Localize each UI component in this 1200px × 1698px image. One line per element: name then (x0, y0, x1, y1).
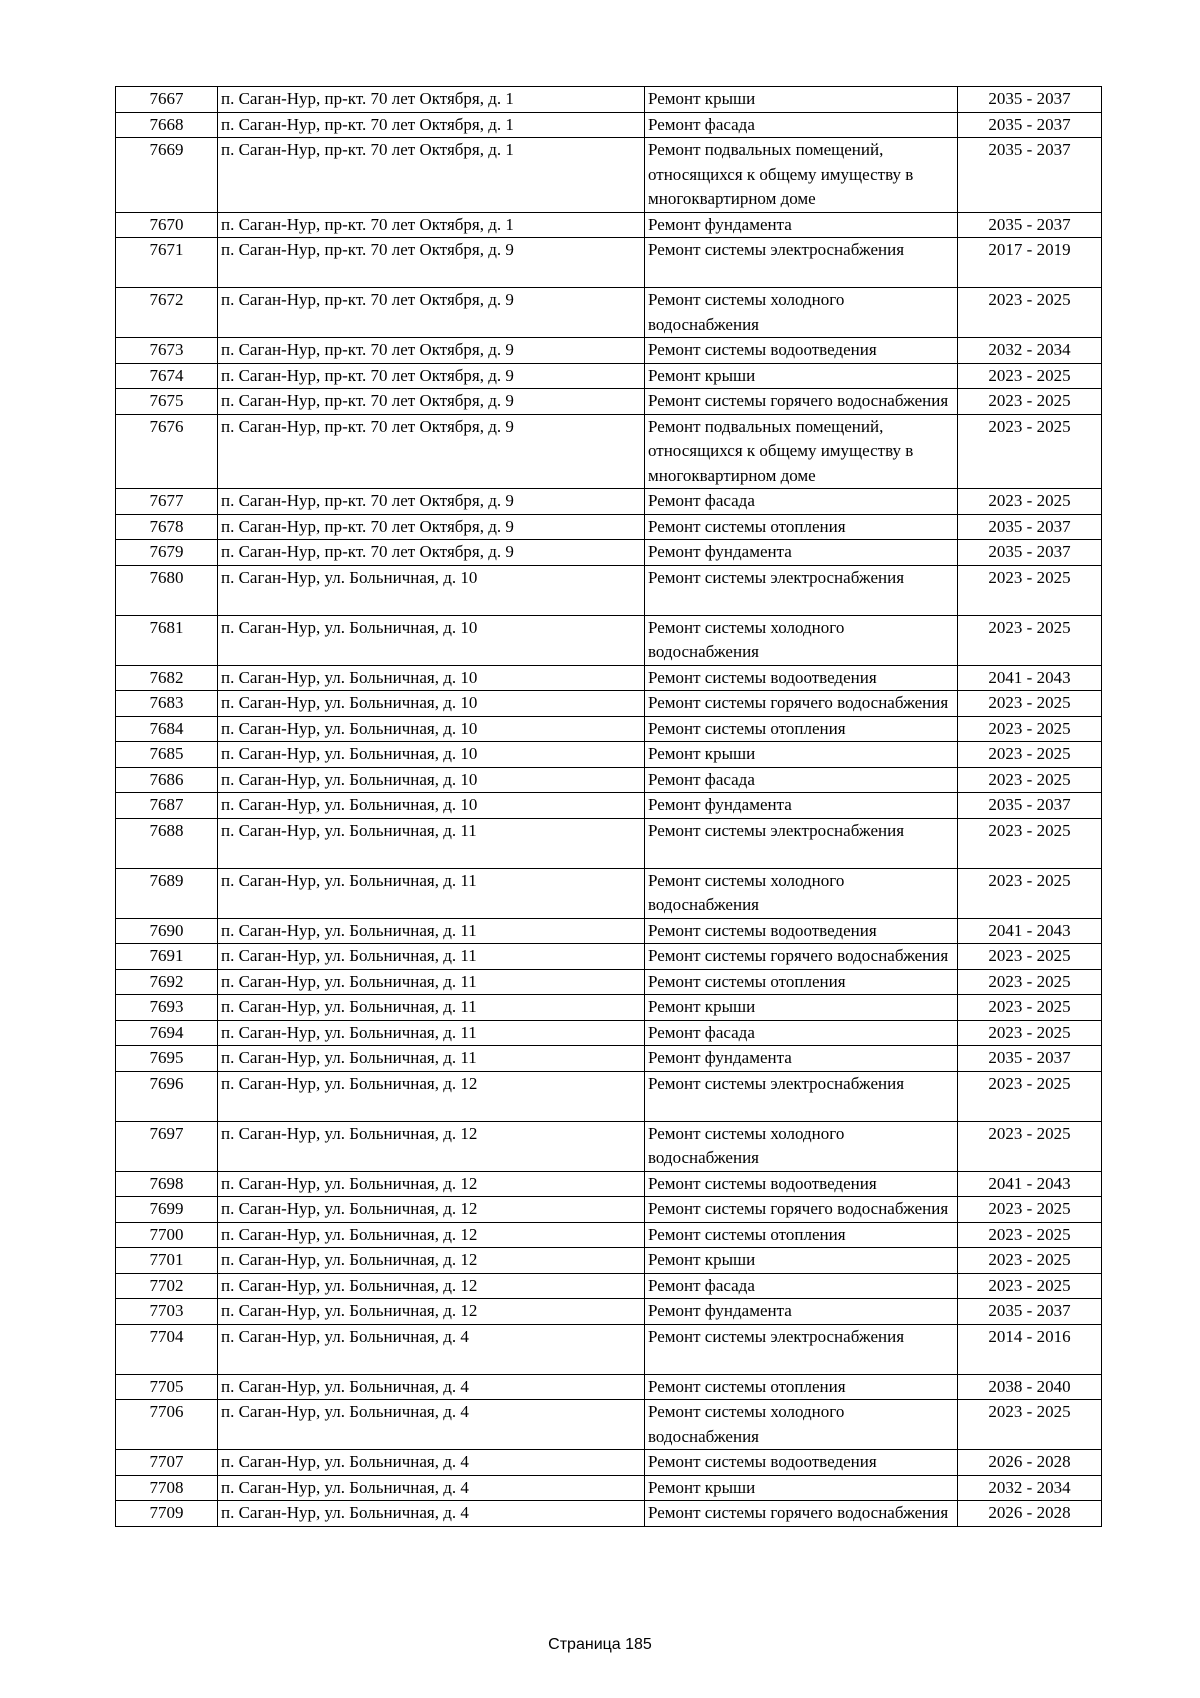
work-type-cell: Ремонт системы горячего водоснабжения (645, 944, 958, 970)
work-type-cell: Ремонт фасада (645, 1273, 958, 1299)
period-cell: 2023 - 2025 (958, 716, 1102, 742)
table-row (116, 1450, 1102, 1476)
table-row (116, 565, 1102, 615)
row-number-cell: 7667 (116, 87, 218, 113)
table-row (116, 1299, 1102, 1325)
row-number-cell: 7670 (116, 212, 218, 238)
table-row (116, 1248, 1102, 1274)
page-number: Страница 185 (548, 1636, 652, 1653)
row-number-cell: 7686 (116, 767, 218, 793)
work-type-cell: Ремонт системы водоотведения (645, 1171, 958, 1197)
period-cell: 2023 - 2025 (958, 767, 1102, 793)
work-type-cell: Ремонт фасада (645, 767, 958, 793)
table-row (116, 238, 1102, 288)
work-type-cell: Ремонт системы водоотведения (645, 918, 958, 944)
table-row (116, 691, 1102, 717)
row-number-cell: 7675 (116, 389, 218, 415)
work-type-cell: Ремонт системы электроснабжения (645, 1324, 958, 1374)
period-cell: 2035 - 2037 (958, 112, 1102, 138)
work-type-cell: Ремонт фасада (645, 489, 958, 515)
address-cell: п. Саган-Нур, ул. Больничная, д. 10 (218, 615, 645, 665)
row-number-cell: 7683 (116, 691, 218, 717)
period-cell: 2023 - 2025 (958, 944, 1102, 970)
row-number-cell: 7687 (116, 793, 218, 819)
row-number-cell: 7698 (116, 1171, 218, 1197)
table-row (116, 1475, 1102, 1501)
period-cell: 2014 - 2016 (958, 1324, 1102, 1374)
table-row (116, 1501, 1102, 1527)
address-cell: п. Саган-Нур, пр-кт. 70 лет Октября, д. 1 (218, 212, 645, 238)
table-row (116, 716, 1102, 742)
row-number-cell: 7706 (116, 1400, 218, 1450)
period-cell: 2035 - 2037 (958, 1299, 1102, 1325)
period-cell: 2023 - 2025 (958, 389, 1102, 415)
row-number-cell: 7682 (116, 665, 218, 691)
period-cell: 2035 - 2037 (958, 212, 1102, 238)
row-number-cell: 7707 (116, 1450, 218, 1476)
period-cell: 2023 - 2025 (958, 818, 1102, 868)
row-number-cell: 7681 (116, 615, 218, 665)
work-type-cell: Ремонт системы отопления (645, 1374, 958, 1400)
address-cell: п. Саган-Нур, ул. Больничная, д. 4 (218, 1501, 645, 1527)
period-cell: 2035 - 2037 (958, 514, 1102, 540)
address-cell: п. Саган-Нур, пр-кт. 70 лет Октября, д. 9 (218, 540, 645, 566)
period-cell: 2035 - 2037 (958, 138, 1102, 213)
work-type-cell: Ремонт фундамента (645, 540, 958, 566)
period-cell: 2023 - 2025 (958, 288, 1102, 338)
row-number-cell: 7702 (116, 1273, 218, 1299)
row-number-cell: 7680 (116, 565, 218, 615)
work-type-cell: Ремонт системы холодного водоснабжения (645, 1121, 958, 1171)
table-row (116, 793, 1102, 819)
period-cell: 2035 - 2037 (958, 1046, 1102, 1072)
table-row (116, 1197, 1102, 1223)
row-number-cell: 7685 (116, 742, 218, 768)
work-type-cell: Ремонт системы электроснабжения (645, 238, 958, 288)
period-cell: 2023 - 2025 (958, 1222, 1102, 1248)
table-row (116, 1273, 1102, 1299)
period-cell: 2023 - 2025 (958, 1248, 1102, 1274)
table-row (116, 1171, 1102, 1197)
address-cell: п. Саган-Нур, ул. Больничная, д. 12 (218, 1222, 645, 1248)
table-row (116, 389, 1102, 415)
address-cell: п. Саган-Нур, ул. Больничная, д. 4 (218, 1400, 645, 1450)
period-cell: 2023 - 2025 (958, 615, 1102, 665)
period-cell: 2023 - 2025 (958, 969, 1102, 995)
table-row (116, 1400, 1102, 1450)
work-type-cell: Ремонт фундамента (645, 1299, 958, 1325)
table-row (116, 489, 1102, 515)
address-cell: п. Саган-Нур, пр-кт. 70 лет Октября, д. 9 (218, 489, 645, 515)
row-number-cell: 7688 (116, 818, 218, 868)
table-row (116, 818, 1102, 868)
work-type-cell: Ремонт системы электроснабжения (645, 818, 958, 868)
period-cell: 2038 - 2040 (958, 1374, 1102, 1400)
period-cell: 2032 - 2034 (958, 1475, 1102, 1501)
table-body (116, 87, 1102, 1527)
table-row (116, 1222, 1102, 1248)
period-cell: 2026 - 2028 (958, 1450, 1102, 1476)
work-type-cell: Ремонт фасада (645, 112, 958, 138)
address-cell: п. Саган-Нур, ул. Больничная, д. 10 (218, 767, 645, 793)
row-number-cell: 7695 (116, 1046, 218, 1072)
work-type-cell: Ремонт фасада (645, 1020, 958, 1046)
table-row (116, 112, 1102, 138)
table-row (116, 288, 1102, 338)
work-type-cell: Ремонт системы горячего водоснабжения (645, 389, 958, 415)
row-number-cell: 7705 (116, 1374, 218, 1400)
address-cell: п. Саган-Нур, ул. Больничная, д. 4 (218, 1475, 645, 1501)
period-cell: 2023 - 2025 (958, 363, 1102, 389)
table-row (116, 514, 1102, 540)
work-type-cell: Ремонт системы отопления (645, 1222, 958, 1248)
address-cell: п. Саган-Нур, ул. Больничная, д. 11 (218, 969, 645, 995)
row-number-cell: 7669 (116, 138, 218, 213)
work-type-cell: Ремонт системы водоотведения (645, 1450, 958, 1476)
address-cell: п. Саган-Нур, ул. Больничная, д. 11 (218, 995, 645, 1021)
address-cell: п. Саган-Нур, ул. Больничная, д. 10 (218, 716, 645, 742)
period-cell: 2035 - 2037 (958, 87, 1102, 113)
work-type-cell: Ремонт системы холодного водоснабжения (645, 1400, 958, 1450)
period-cell: 2023 - 2025 (958, 1273, 1102, 1299)
address-cell: п. Саган-Нур, ул. Больничная, д. 4 (218, 1450, 645, 1476)
work-type-cell: Ремонт системы холодного водоснабжения (645, 615, 958, 665)
work-type-cell: Ремонт системы горячего водоснабжения (645, 1501, 958, 1527)
row-number-cell: 7671 (116, 238, 218, 288)
address-cell: п. Саган-Нур, ул. Больничная, д. 11 (218, 1020, 645, 1046)
work-type-cell: Ремонт фундамента (645, 793, 958, 819)
row-number-cell: 7677 (116, 489, 218, 515)
period-cell: 2035 - 2037 (958, 793, 1102, 819)
work-type-cell: Ремонт крыши (645, 87, 958, 113)
row-number-cell: 7700 (116, 1222, 218, 1248)
table-row (116, 414, 1102, 489)
table-row (116, 995, 1102, 1021)
table-row (116, 338, 1102, 364)
address-cell: п. Саган-Нур, пр-кт. 70 лет Октября, д. 1 (218, 138, 645, 213)
period-cell: 2041 - 2043 (958, 918, 1102, 944)
table-row (116, 944, 1102, 970)
table-row (116, 742, 1102, 768)
address-cell: п. Саган-Нур, ул. Больничная, д. 12 (218, 1197, 645, 1223)
row-number-cell: 7674 (116, 363, 218, 389)
address-cell: п. Саган-Нур, ул. Больничная, д. 11 (218, 818, 645, 868)
period-cell: 2023 - 2025 (958, 1020, 1102, 1046)
table-row (116, 1121, 1102, 1171)
address-cell: п. Саган-Нур, ул. Больничная, д. 11 (218, 1046, 645, 1072)
work-type-cell: Ремонт крыши (645, 1475, 958, 1501)
address-cell: п. Саган-Нур, ул. Больничная, д. 12 (218, 1273, 645, 1299)
table-row (116, 969, 1102, 995)
period-cell: 2023 - 2025 (958, 1071, 1102, 1121)
address-cell: п. Саган-Нур, ул. Больничная, д. 10 (218, 691, 645, 717)
period-cell: 2023 - 2025 (958, 565, 1102, 615)
row-number-cell: 7676 (116, 414, 218, 489)
period-cell: 2041 - 2043 (958, 665, 1102, 691)
address-cell: п. Саган-Нур, пр-кт. 70 лет Октября, д. 9 (218, 238, 645, 288)
table-row (116, 918, 1102, 944)
row-number-cell: 7691 (116, 944, 218, 970)
period-cell: 2023 - 2025 (958, 995, 1102, 1021)
work-type-cell: Ремонт системы горячего водоснабжения (645, 691, 958, 717)
work-type-cell: Ремонт системы холодного водоснабжения (645, 288, 958, 338)
row-number-cell: 7673 (116, 338, 218, 364)
address-cell: п. Саган-Нур, ул. Больничная, д. 10 (218, 565, 645, 615)
address-cell: п. Саган-Нур, пр-кт. 70 лет Октября, д. 9 (218, 414, 645, 489)
period-cell: 2026 - 2028 (958, 1501, 1102, 1527)
work-type-cell: Ремонт системы водоотведения (645, 338, 958, 364)
row-number-cell: 7672 (116, 288, 218, 338)
table-row (116, 665, 1102, 691)
table-row (116, 540, 1102, 566)
row-number-cell: 7709 (116, 1501, 218, 1527)
table-row (116, 767, 1102, 793)
row-number-cell: 7704 (116, 1324, 218, 1374)
work-type-cell: Ремонт системы отопления (645, 514, 958, 540)
address-cell: п. Саган-Нур, пр-кт. 70 лет Октября, д. 1 (218, 112, 645, 138)
work-type-cell: Ремонт фундамента (645, 212, 958, 238)
row-number-cell: 7689 (116, 868, 218, 918)
address-cell: п. Саган-Нур, пр-кт. 70 лет Октября, д. 9 (218, 514, 645, 540)
table-row (116, 138, 1102, 213)
repair-schedule-table (115, 86, 1102, 1527)
address-cell: п. Саган-Нур, ул. Больничная, д. 4 (218, 1374, 645, 1400)
address-cell: п. Саган-Нур, ул. Больничная, д. 12 (218, 1171, 645, 1197)
table-row (116, 1324, 1102, 1374)
work-type-cell: Ремонт системы электроснабжения (645, 565, 958, 615)
address-cell: п. Саган-Нур, ул. Больничная, д. 10 (218, 665, 645, 691)
row-number-cell: 7701 (116, 1248, 218, 1274)
table-row (116, 868, 1102, 918)
row-number-cell: 7679 (116, 540, 218, 566)
row-number-cell: 7708 (116, 1475, 218, 1501)
work-type-cell: Ремонт системы горячего водоснабжения (645, 1197, 958, 1223)
row-number-cell: 7699 (116, 1197, 218, 1223)
table-row (116, 1071, 1102, 1121)
period-cell: 2023 - 2025 (958, 414, 1102, 489)
work-type-cell: Ремонт системы отопления (645, 716, 958, 742)
table-row (116, 212, 1102, 238)
period-cell: 2017 - 2019 (958, 238, 1102, 288)
period-cell: 2023 - 2025 (958, 868, 1102, 918)
address-cell: п. Саган-Нур, ул. Больничная, д. 10 (218, 793, 645, 819)
address-cell: п. Саган-Нур, ул. Больничная, д. 11 (218, 944, 645, 970)
row-number-cell: 7668 (116, 112, 218, 138)
table-row (116, 1374, 1102, 1400)
work-type-cell: Ремонт системы водоотведения (645, 665, 958, 691)
address-cell: п. Саган-Нур, ул. Больничная, д. 4 (218, 1324, 645, 1374)
work-type-cell: Ремонт крыши (645, 363, 958, 389)
address-cell: п. Саган-Нур, ул. Больничная, д. 11 (218, 918, 645, 944)
address-cell: п. Саган-Нур, ул. Больничная, д. 12 (218, 1121, 645, 1171)
address-cell: п. Саган-Нур, ул. Больничная, д. 11 (218, 868, 645, 918)
row-number-cell: 7690 (116, 918, 218, 944)
period-cell: 2023 - 2025 (958, 691, 1102, 717)
work-type-cell: Ремонт системы электроснабжения (645, 1071, 958, 1121)
table-row (116, 1020, 1102, 1046)
address-cell: п. Саган-Нур, ул. Больничная, д. 12 (218, 1299, 645, 1325)
address-cell: п. Саган-Нур, ул. Больничная, д. 10 (218, 742, 645, 768)
work-type-cell: Ремонт системы холодного водоснабжения (645, 868, 958, 918)
table-row (116, 615, 1102, 665)
row-number-cell: 7692 (116, 969, 218, 995)
work-type-cell: Ремонт крыши (645, 1248, 958, 1274)
row-number-cell: 7694 (116, 1020, 218, 1046)
work-type-cell: Ремонт фундамента (645, 1046, 958, 1072)
address-cell: п. Саган-Нур, пр-кт. 70 лет Октября, д. 1 (218, 87, 645, 113)
row-number-cell: 7693 (116, 995, 218, 1021)
work-type-cell: Ремонт подвальных помещений, относящихся к общему имуществу в многоквартирном доме (645, 414, 958, 489)
address-cell: п. Саган-Нур, ул. Больничная, д. 12 (218, 1071, 645, 1121)
period-cell: 2032 - 2034 (958, 338, 1102, 364)
address-cell: п. Саган-Нур, пр-кт. 70 лет Октября, д. 9 (218, 389, 645, 415)
address-cell: п. Саган-Нур, пр-кт. 70 лет Октября, д. 9 (218, 288, 645, 338)
address-cell: п. Саган-Нур, ул. Больничная, д. 12 (218, 1248, 645, 1274)
row-number-cell: 7684 (116, 716, 218, 742)
period-cell: 2023 - 2025 (958, 1197, 1102, 1223)
row-number-cell: 7678 (116, 514, 218, 540)
period-cell: 2023 - 2025 (958, 1121, 1102, 1171)
table-row (116, 363, 1102, 389)
period-cell: 2035 - 2037 (958, 540, 1102, 566)
row-number-cell: 7697 (116, 1121, 218, 1171)
work-type-cell: Ремонт системы отопления (645, 969, 958, 995)
address-cell: п. Саган-Нур, пр-кт. 70 лет Октября, д. 9 (218, 363, 645, 389)
work-type-cell: Ремонт крыши (645, 742, 958, 768)
period-cell: 2023 - 2025 (958, 489, 1102, 515)
row-number-cell: 7696 (116, 1071, 218, 1121)
period-cell: 2023 - 2025 (958, 1400, 1102, 1450)
table-row (116, 87, 1102, 113)
row-number-cell: 7703 (116, 1299, 218, 1325)
work-type-cell: Ремонт подвальных помещений, относящихся к общему имуществу в многоквартирном доме (645, 138, 958, 213)
work-type-cell: Ремонт крыши (645, 995, 958, 1021)
table-row (116, 1046, 1102, 1072)
period-cell: 2023 - 2025 (958, 742, 1102, 768)
address-cell: п. Саган-Нур, пр-кт. 70 лет Октября, д. 9 (218, 338, 645, 364)
period-cell: 2041 - 2043 (958, 1171, 1102, 1197)
